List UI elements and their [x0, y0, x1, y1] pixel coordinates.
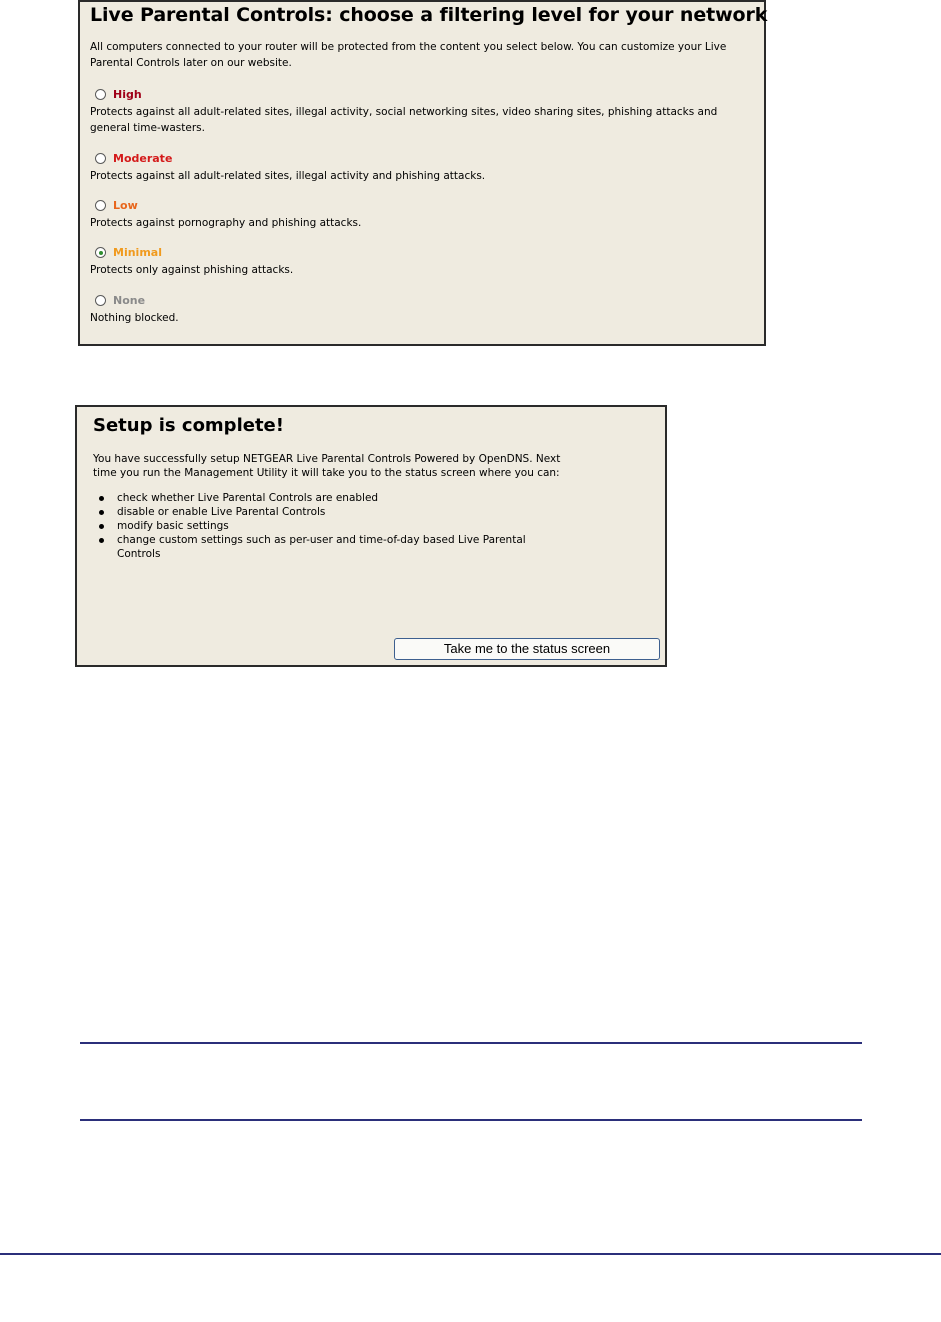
option-minimal[interactable] — [90, 244, 760, 278]
list-item — [93, 533, 533, 561]
list-item-text: disable or enable Live Parental Controls — [117, 506, 326, 518]
radio-moderate[interactable] — [95, 153, 106, 164]
option-moderate[interactable] — [90, 150, 760, 184]
filtering-level-panel — [78, 0, 766, 346]
radio-none[interactable] — [95, 295, 106, 306]
option-low-label[interactable]: Low — [113, 199, 138, 212]
bullet-icon — [99, 538, 104, 543]
option-moderate-description: Protects against all adult-related sites, illegal activity and phishing attacks. — [90, 170, 486, 182]
option-low[interactable] — [90, 197, 760, 231]
divider-top — [80, 1042, 862, 1044]
option-low-description: Protects against pornography and phishing attacks. — [90, 217, 362, 229]
option-minimal-description: Protects only against phishing attacks. — [90, 264, 294, 276]
filtering-panel-intro: All computers connected to your router will be protected from the content you select below. You can customize your Live Parental Controls later on our website. — [90, 41, 727, 69]
list-item — [93, 505, 533, 519]
setup-complete-panel — [75, 405, 667, 667]
setup-complete-body: You have successfully setup NETGEAR Live Parental Controls Powered by OpenDNS. Next time you run the Management Utility it will take you to the status screen where you can: — [93, 453, 561, 479]
radio-low[interactable] — [95, 200, 106, 211]
bullet-icon — [99, 510, 104, 515]
list-item-text: change custom settings such as per-user and time-of-day based Live Parental Controls — [117, 534, 526, 560]
radio-high[interactable] — [95, 89, 106, 100]
list-item — [93, 491, 533, 505]
radio-minimal[interactable] — [95, 247, 106, 258]
setup-complete-title: Setup is complete! — [93, 415, 284, 436]
list-item-text: modify basic settings — [117, 520, 229, 532]
list-item-text: check whether Live Parental Controls are enabled — [117, 492, 379, 504]
footer-divider — [0, 1253, 941, 1255]
option-high[interactable] — [90, 86, 760, 136]
status-features-list — [93, 491, 533, 561]
option-high-label[interactable]: High — [113, 88, 142, 101]
bullet-icon — [99, 496, 104, 501]
option-none-description: Nothing blocked. — [90, 312, 179, 324]
divider-bottom — [80, 1119, 862, 1121]
option-minimal-label[interactable]: Minimal — [113, 246, 162, 259]
filtering-panel-title: Live Parental Controls: choose a filtering level for your network — [90, 4, 768, 26]
status-screen-button[interactable]: Take me to the status screen — [394, 638, 660, 660]
bullet-icon — [99, 524, 104, 529]
list-item — [93, 519, 533, 533]
option-moderate-label[interactable]: Moderate — [113, 152, 173, 165]
option-none-label[interactable]: None — [113, 294, 146, 307]
option-none[interactable] — [90, 292, 760, 326]
option-high-description: Protects against all adult-related sites, illegal activity, social networking sites, video sharing sites, phishing attacks and general time-wasters. — [90, 106, 718, 134]
